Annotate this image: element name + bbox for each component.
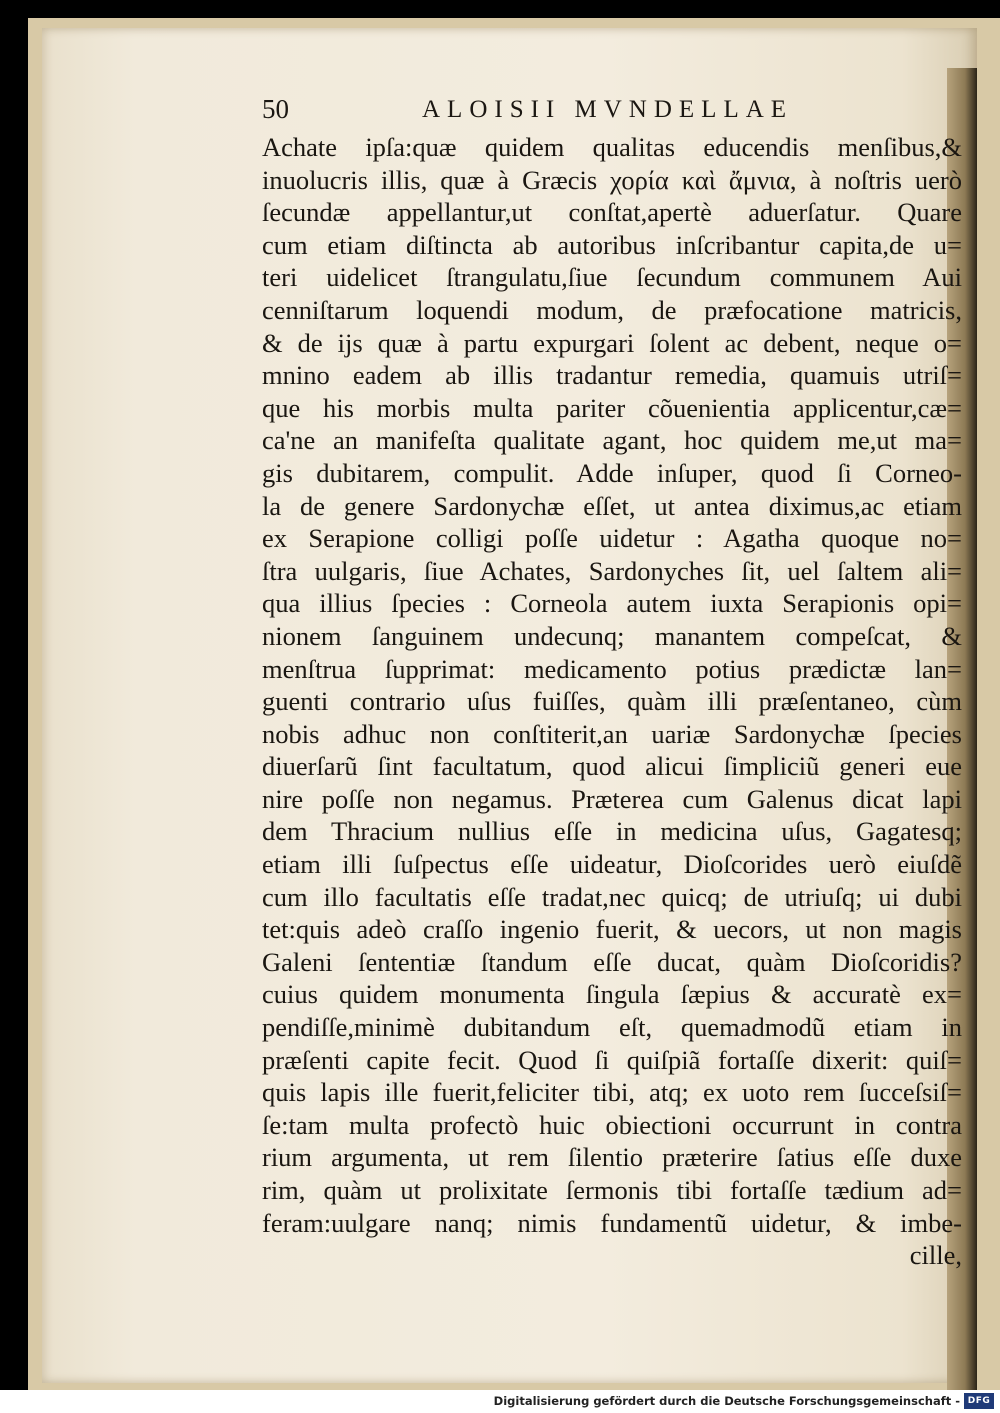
text-line: cuius quidem monumenta ſingula ſæpius & accuratè ex=	[262, 979, 962, 1010]
dfg-logo-icon: DFG	[964, 1393, 994, 1409]
text-line: mnino eadem ab illis tradantur remedia, quamuis utriſ=	[262, 360, 962, 391]
text-line: cum illo facultatis eſſe tradat,nec quicq; de utriuſq; ui dubi	[262, 881, 962, 912]
text-line: ſecundæ appellantur,ut conſtat,apertè aduerſatur. Quare	[262, 197, 962, 228]
footer-bar	[0, 1390, 1000, 1413]
funding-note: Digitalisierung gefördert durch die Deutsche Forschungsgemeinschaft -	[493, 1394, 960, 1408]
text-line: qua illius ſpecies : Corneola autem iuxta Serapionis opi=	[262, 588, 962, 619]
text-line: & de ijs quæ à partu expurgari ſolent ac debent, neque o=	[262, 327, 962, 358]
catchword: cille,	[909, 1240, 962, 1271]
text-line: la de genere Sardonychæ eſſet, ut antea diximus,ac etiam	[262, 490, 962, 521]
text-line: nobis adhuc non conſtiterit,an uariæ Sardonychæ ſpecies	[262, 718, 962, 749]
text-line: ex Serapione colligi poſſe uidetur : Agatha quoque no=	[262, 523, 962, 554]
page-number: 50	[262, 94, 289, 124]
running-head	[262, 90, 962, 130]
text-line: ca'ne an manifeſta qualitate agant, hoc quidem me,ut ma=	[262, 425, 962, 456]
text-line: que his morbis multa pariter cõuenientia applicentur,cæ=	[262, 392, 962, 423]
text-line: Galeni ſententiæ ſtandum eſſe ducat, quàm Dioſcoridis?	[262, 946, 962, 977]
text-line: dem Thracium nullius eſſe in medicina uſus, Gagatesq;	[262, 816, 962, 847]
text-line: rium argumenta, ut rem ſilentio præterire ſatius eſſe duxe	[262, 1142, 962, 1173]
text-line: tet:quis adeò craſſo ingenio fuerit, & uecors, ut non magis	[262, 914, 962, 945]
text-line: gis dubitarem, compulit. Adde inſuper, quod ſi Corneo-	[262, 457, 962, 488]
text-line: nire poſſe non negamus. Præterea cum Galenus dicat lapi	[262, 783, 962, 814]
text-line: feram:uulgare nanq; nimis fundamentũ uidetur, & imbe-	[262, 1207, 962, 1238]
text-line: inuolucris illis, quæ à Græcis χορία καὶ ἄμνια, à noſtris uerò	[262, 164, 962, 195]
running-title: ALOISII MVNDELLAE	[422, 96, 794, 123]
text-line: præſenti capite fecit. Quod ſi quiſpiã fortaſſe dixerit: quiſ=	[262, 1044, 962, 1075]
text-line: rim, quàm ut prolixitate ſermonis tibi fortaſſe tædium ad=	[262, 1175, 962, 1205]
text-line: teri uidelicet ſtrangulatu,ſiue ſecundum communem Aui	[262, 262, 962, 293]
text-line: etiam illi ſuſpectus eſſe uideatur, Dioſcorides uerò eiuſdẽ	[262, 849, 962, 880]
text-line: cenniſtarum loquendi modum, de præfocatione matricis,	[262, 294, 962, 325]
text-line: Achate ipſa:quæ quidem qualitas educendis menſibus,&	[262, 132, 962, 162]
text-line: ſe:tam multa profectò huic obiectioni occurrunt in contra	[262, 1109, 962, 1140]
text-line: ſtra uulgaris, ſiue Achates, Sardonyches ſit, uel ſaltem ali=	[262, 555, 962, 586]
text-line: pendiſſe,minimè dubitandum eſt, quemadmodũ etiam in	[262, 1012, 962, 1043]
text-line: quis lapis ille fuerit,feliciter tibi, atq; ex uoto rem ſucceſsiſ=	[262, 1077, 962, 1108]
text-line: menſtrua ſupprimat: medicamento potius prædictæ lan=	[262, 653, 962, 684]
text-line: cum etiam diſtincta ab autoribus inſcribantur capita,de u=	[262, 229, 962, 260]
body-text	[262, 131, 962, 1272]
text-line: nionem ſanguinem undecunq; manantem compeſcat, &	[262, 620, 962, 651]
text-line: diuerſarũ ſint facultatum, quod alicui ſimpliciũ generi eue	[262, 751, 962, 782]
text-line: guenti contrario uſus fuiſſes, quàm illi præſentaneo, cùm	[262, 686, 962, 717]
